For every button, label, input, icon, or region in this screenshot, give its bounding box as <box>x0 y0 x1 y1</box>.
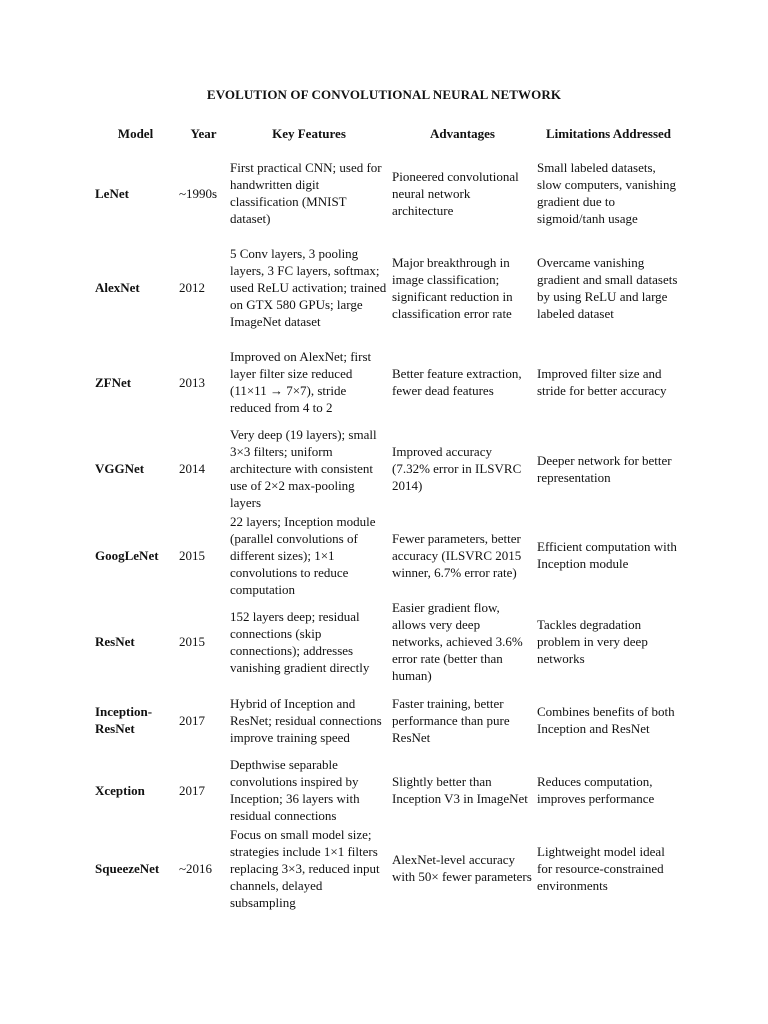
cell-features: Focus on small model size; strategies include 1×1 filters replacing 3×3, reduced input channels, delayed subsampling <box>230 826 380 910</box>
cell-features: Improved on AlexNet; first layer filter size reduced (11×11 → 7×7), stride reduced from 4 to 2 <box>230 349 372 415</box>
cell-year: 2015 <box>179 547 205 563</box>
cell-year: 2013 <box>179 374 205 390</box>
cell-advantages: Improved accuracy (7.32% error in ILSVRC 2014) <box>392 444 522 493</box>
table-row <box>92 425 682 512</box>
cell-limitations: Combines benefits of both Inception and ResNet <box>537 704 675 736</box>
cell-limitations: Improved filter size and stride for better accuracy <box>537 366 667 398</box>
cell-advantages: Major breakthrough in image classification; significant reduction in classification error rate <box>392 254 513 321</box>
cell-limitations: Overcame vanishing gradient and small datasets by using ReLU and large labeled dataset <box>537 254 678 321</box>
cell-limitations: Small labeled datasets, slow computers, vanishing gradient due to sigmoid/tanh usage <box>537 160 677 226</box>
cnn-evolution-table <box>92 116 682 911</box>
table-row <box>92 598 682 685</box>
cell-advantages: Faster training, better performance than pure ResNet <box>392 695 510 745</box>
header-year: Year <box>190 125 217 141</box>
table-row <box>92 150 682 236</box>
header-model: Model <box>117 125 154 141</box>
cell-year: 2015 <box>179 634 205 649</box>
header-advantages: Advantages <box>429 125 495 141</box>
cell-features: 152 layers deep; residual connections (skip connections); addresses vanishing gradient directly <box>230 608 370 675</box>
table-row <box>92 825 682 911</box>
cell-limitations: Efficient computation with Inception module <box>537 539 677 571</box>
table-row <box>92 755 682 825</box>
cell-advantages: Better feature extraction, fewer dead features <box>392 366 522 398</box>
table-row <box>92 512 682 598</box>
cell-advantages: Fewer parameters, better accuracy (ILSVRC 2015 winner, 6.7% error rate) <box>392 530 522 580</box>
cell-advantages: Pioneered convolutional neural network architecture <box>392 168 519 218</box>
cell-limitations: Reduces computation, improves performance <box>537 774 655 806</box>
cell-year: 2017 <box>179 712 205 728</box>
cell-model: VGGNet <box>95 461 145 476</box>
cell-model: Inception-ResNet <box>95 704 153 736</box>
cell-year: 2017 <box>179 782 205 798</box>
header-key-features: Key Features <box>272 125 346 141</box>
cell-model: Xception <box>95 782 145 798</box>
cell-limitations: Deeper network for better representation <box>537 452 672 485</box>
document-title: EVOLUTION OF CONVOLUTIONAL NEURAL NETWORK <box>206 87 562 102</box>
cell-year: ~2016 <box>179 860 213 876</box>
cell-advantages: Slightly better than Inception V3 in ImageNet <box>392 774 528 806</box>
cell-year: 2014 <box>179 461 205 476</box>
cell-model: LeNet <box>95 185 129 201</box>
cell-features: 5 Conv layers, 3 pooling layers, 3 FC layers, softmax; used ReLU activation; trained on GTX 580 GPUs; large ImageNet dataset <box>230 246 387 329</box>
cell-features: Hybrid of Inception and ResNet; residual connections improve training speed <box>230 695 382 745</box>
table-header-row <box>92 116 682 150</box>
cell-year: ~1990s <box>179 185 218 201</box>
cell-year: 2012 <box>179 280 205 295</box>
cell-advantages: Easier gradient flow, allows very deep networks, achieved 3.6% error rate (better than human) <box>392 600 523 683</box>
cell-model: ZFNet <box>95 374 132 390</box>
cell-model: GoogLeNet <box>95 547 159 563</box>
cell-model: SqueezeNet <box>95 860 160 876</box>
cell-model: ResNet <box>95 634 135 649</box>
cell-features: 22 layers; Inception module (parallel convolutions of different sizes); 1×1 convolutions to reduce computation <box>230 513 376 597</box>
cell-advantages: AlexNet-level accuracy with 50× fewer parameters <box>392 852 532 884</box>
cell-limitations: Tackles degradation problem in very deep networks <box>537 617 648 666</box>
header-limitations-addressed: Limitations Addressed <box>545 125 672 141</box>
cell-features: Very deep (19 layers); small 3×3 filters; uniform architecture with consistent use of 2×2 max-pooling layers <box>230 427 377 510</box>
cell-model: AlexNet <box>95 280 140 295</box>
cell-features: Depthwise separable convolutions inspired by Inception; 36 layers with residual connections <box>230 757 360 823</box>
table-row <box>92 236 682 339</box>
table-row <box>92 339 682 425</box>
cell-limitations: Lightweight model ideal for resource-constrained environments <box>537 843 665 893</box>
cell-features: First practical CNN; used for handwritten digit classification (MNIST dataset) <box>230 160 382 226</box>
table-row <box>92 685 682 755</box>
